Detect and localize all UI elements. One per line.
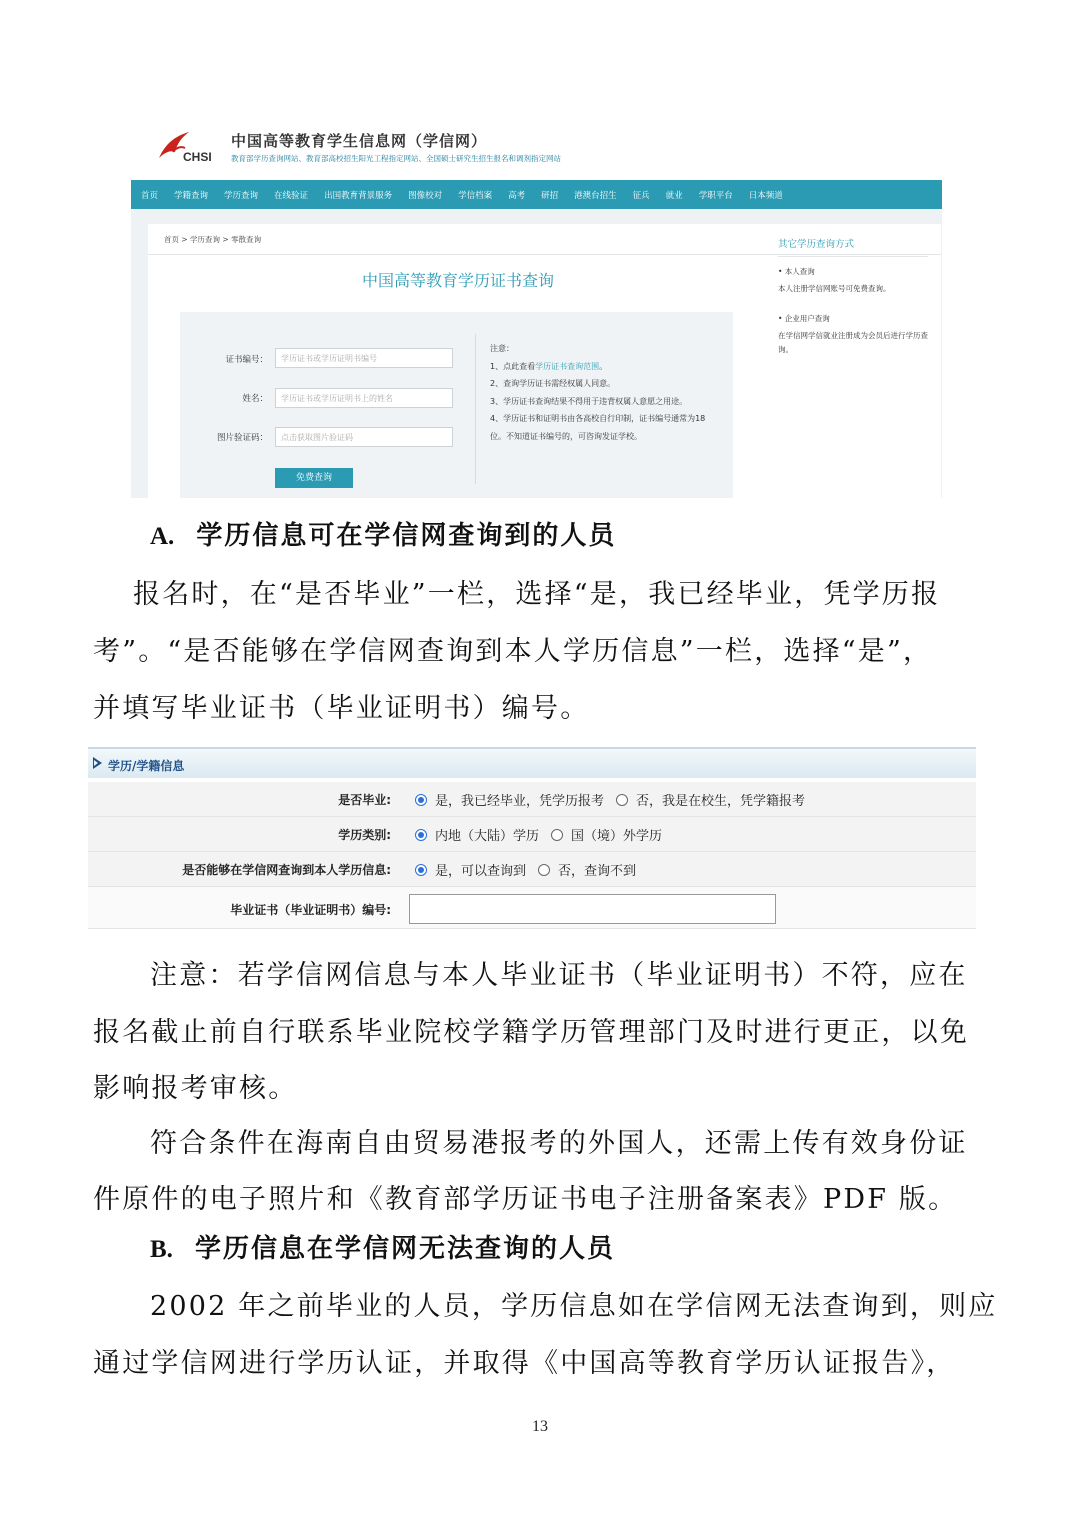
query-scope-link[interactable]: 学历证书查询范围	[535, 361, 600, 371]
form-row-graduated	[88, 782, 976, 817]
paragraph-line: 报名时，在“是否毕业”一栏，选择“是，我已经毕业，凭学历报	[133, 579, 941, 610]
query-title: 中国高等教育学历证书查询	[361, 271, 554, 290]
radio-label[interactable]: 国（境）外学历	[571, 829, 663, 844]
nav-item[interactable]: 出国教育背景服务	[324, 190, 393, 201]
note-line: 影响报考审核。	[93, 1073, 298, 1104]
other-query-methods	[778, 236, 928, 360]
radio-label[interactable]: 是，可以查询到	[435, 864, 527, 879]
site-title: 中国高等教育学生信息网（学信网）	[231, 132, 488, 150]
side-title: 其它学历查询方式	[778, 236, 928, 257]
row-label: 毕业证书（毕业证明书）编号:	[230, 903, 391, 917]
nav-item[interactable]: 在线验证	[274, 190, 309, 201]
side-item-desc: 本人注册学信网账号可免费查询。	[778, 284, 891, 293]
radio-label[interactable]: 否，我是在校生，凭学籍报考	[636, 794, 806, 809]
main-nav	[131, 180, 942, 209]
note-text: 。	[599, 361, 608, 371]
row-options	[415, 860, 636, 879]
nav-item[interactable]: 学籍查询	[174, 190, 209, 201]
nav-item[interactable]: 港澳台招生	[574, 190, 617, 201]
query-form	[180, 312, 733, 498]
note-item-1	[490, 358, 720, 376]
section-title: 学历信息可在学信网查询到的人员	[196, 521, 617, 551]
note-line: 报名截止前自行联系毕业院校学籍学历管理部门及时进行更正，以免	[93, 1017, 969, 1048]
notes-title: 注意：	[490, 344, 514, 353]
nav-item[interactable]: 高考	[508, 190, 526, 201]
free-query-button[interactable]: 免费查询	[275, 468, 353, 488]
paragraph-line: 通过学信网进行学历认证，并取得《中国高等教育学历认证报告》，	[93, 1348, 956, 1379]
section-a-heading	[150, 515, 616, 552]
radio-empty-icon[interactable]	[616, 794, 628, 806]
nav-item[interactable]: 学信档案	[458, 190, 493, 201]
row-label: 学历类别:	[338, 828, 391, 842]
note-line: 注意：若学信网信息与本人毕业证书（毕业证明书）不符，应在	[150, 960, 968, 991]
captcha-label: 图片验证码：	[216, 433, 268, 443]
cert-number-input[interactable]: 学历证书或学历证明书编号	[275, 348, 453, 368]
foreign-line: 件原件的电子照片和《教育部学历证书电子注册备案表》PDF 版。	[93, 1184, 958, 1215]
section-header	[88, 747, 976, 778]
row-options	[415, 790, 805, 809]
nav-item[interactable]: 征兵	[632, 190, 650, 201]
chsi-logo-text: CHSI	[183, 150, 212, 164]
row-label: 是否能够在学信网查询到本人学历信息:	[182, 863, 391, 877]
radio-label[interactable]: 内地（大陆）学历	[435, 829, 540, 844]
note-item-3: 3、学历证书查询结果不得用于违背权属人意愿之用途。	[490, 396, 688, 406]
section-index: A.	[150, 523, 175, 550]
query-notes	[490, 340, 720, 445]
note-text: 1、点此查看	[490, 361, 536, 371]
education-info-form	[88, 747, 976, 933]
site-subtitle: 教育部学历查询网站、教育部高校招生阳光工程指定网站、全国硕士研究生招生报名和调剂指定网站	[231, 154, 561, 163]
radio-selected-icon[interactable]	[415, 794, 427, 806]
nav-item[interactable]: 学职平台	[698, 190, 733, 201]
section-b-heading	[150, 1228, 615, 1265]
nav-item[interactable]: 学历查询	[224, 190, 259, 201]
section-title: 学历信息在学信网无法查询的人员	[194, 1234, 615, 1264]
section-index: B.	[150, 1236, 173, 1263]
form-row-chsi-searchable	[88, 852, 976, 887]
cert-number-label: 证书编号：	[225, 355, 268, 365]
radio-selected-icon[interactable]	[415, 864, 427, 876]
radio-label[interactable]: 否，查询不到	[558, 864, 637, 879]
chsi-screenshot	[131, 118, 942, 498]
name-input[interactable]: 学历证书或学历证明书上的姓名	[275, 388, 453, 408]
nav-item[interactable]: 研招	[541, 190, 559, 201]
cert-number-field[interactable]	[409, 894, 776, 924]
radio-empty-icon[interactable]	[551, 829, 563, 841]
play-arrow-inner	[94, 760, 98, 766]
name-label: 姓名：	[242, 394, 268, 404]
paragraph-line: 并填写毕业证书（毕业证明书）编号。	[93, 693, 590, 724]
nav-item[interactable]: 首页	[141, 190, 159, 201]
form-divider	[475, 334, 476, 484]
radio-empty-icon[interactable]	[538, 864, 550, 876]
note-item-4: 4、学历证书和证明书由各高校自行印制，证书编号通常为18位。不知道证书编号的，可咨询发证学校。	[490, 414, 706, 441]
query-panel	[148, 224, 941, 498]
breadcrumb: 首页 > 学历查询 > 零散查询	[164, 235, 262, 244]
side-item-title[interactable]: • 企业用户查询	[778, 314, 830, 323]
form-row-cert-number	[88, 887, 976, 929]
paragraph-line: 2002 年之前毕业的人员，学历信息如在学信网无法查询到，则应	[150, 1291, 998, 1322]
row-options	[415, 825, 662, 844]
radio-selected-icon[interactable]	[415, 829, 427, 841]
nav-item[interactable]: 就业	[665, 190, 683, 201]
nav-item[interactable]: 图像校对	[408, 190, 443, 201]
note-item-2: 2、查询学历证书需经权属人同意。	[490, 379, 616, 388]
section-header-label: 学历/学籍信息	[108, 759, 185, 773]
nav-item[interactable]: 日本频道	[748, 190, 783, 201]
radio-label[interactable]: 是，我已经毕业，凭学历报考	[435, 794, 605, 809]
paragraph-line: 考”。“是否能够在学信网查询到本人学历信息”一栏，选择“是”，	[93, 636, 933, 667]
row-label: 是否毕业:	[338, 793, 391, 807]
page-number: 13	[532, 1418, 548, 1435]
side-item-title[interactable]: • 本人查询	[778, 267, 815, 276]
captcha-input[interactable]: 点击获取图片验证码	[275, 427, 453, 447]
side-item-desc: 在学信网学信就业注册成为会员后进行学历查询。	[778, 331, 928, 354]
form-row-degree-type	[88, 817, 976, 852]
foreign-line: 符合条件在海南自由贸易港报考的外国人，还需上传有效身份证	[150, 1128, 968, 1159]
